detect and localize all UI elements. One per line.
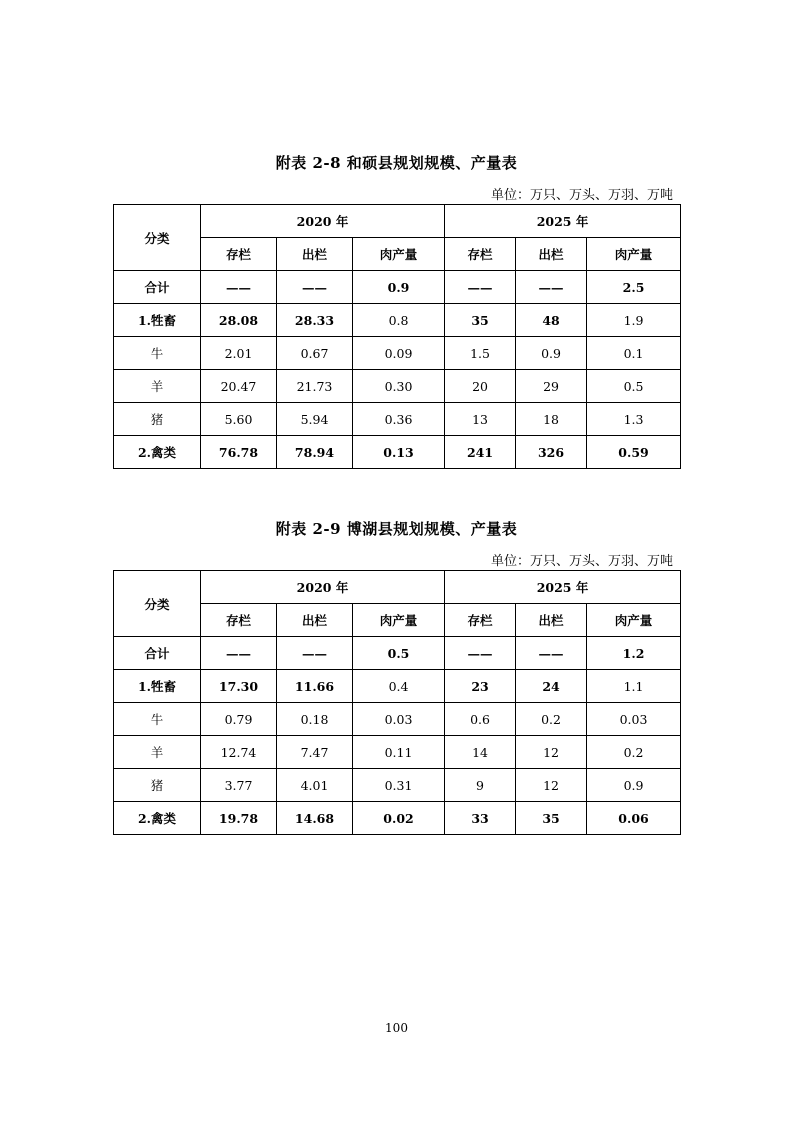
data-table — [113, 204, 681, 469]
header-category: 分类 — [114, 571, 201, 637]
row-label: 猪 — [114, 403, 201, 436]
table-cell: 48 — [516, 304, 587, 337]
table-cell: 23 — [445, 670, 516, 703]
table-cell: 2.01 — [201, 337, 277, 370]
unit-label: 单位：万只、万头、万羽、万吨 — [490, 188, 673, 203]
table-cell: 0.2 — [516, 703, 587, 736]
table-cell: 0.67 — [277, 337, 353, 370]
table-cell: 20 — [445, 370, 516, 403]
table-cell: 0.13 — [353, 436, 445, 469]
row-label: 猪 — [114, 769, 201, 802]
header-cell: 存栏 — [201, 238, 277, 271]
table-cell: 1.2 — [587, 637, 681, 670]
header-cell: 存栏 — [201, 604, 277, 637]
header-cell: 出栏 — [516, 238, 587, 271]
table-cell: 35 — [445, 304, 516, 337]
table-cell: 2.5 — [587, 271, 681, 304]
table-cell: 9 — [445, 769, 516, 802]
table-cell: 1.1 — [587, 670, 681, 703]
table-cell: —— — [516, 637, 587, 670]
table-cell: 20.47 — [201, 370, 277, 403]
table-cell: 13 — [445, 403, 516, 436]
table-cell: 0.31 — [353, 769, 445, 802]
table-row — [114, 670, 681, 703]
header-year-2025: 2025 年 — [445, 205, 681, 238]
table-cell: 17.30 — [201, 670, 277, 703]
table-row — [114, 271, 681, 304]
table-cell: 0.6 — [445, 703, 516, 736]
table-cell: 0.2 — [587, 736, 681, 769]
table-cell: 0.5 — [353, 637, 445, 670]
table-cell: 0.5 — [587, 370, 681, 403]
table-row — [114, 370, 681, 403]
row-label: 2.禽类 — [114, 802, 201, 835]
header-cell: 出栏 — [277, 604, 353, 637]
table-cell: 3.77 — [201, 769, 277, 802]
table-cell: —— — [516, 271, 587, 304]
unit-label: 单位：万只、万头、万羽、万吨 — [490, 554, 673, 569]
table-cell: —— — [445, 271, 516, 304]
header-year-2020: 2020 年 — [201, 205, 445, 238]
table-row — [114, 736, 681, 769]
table-cell: 0.1 — [587, 337, 681, 370]
table-cell: 12 — [516, 769, 587, 802]
header-category: 分类 — [114, 205, 201, 271]
table-cell: 0.79 — [201, 703, 277, 736]
table-cell: 18 — [516, 403, 587, 436]
table-cell: 14 — [445, 736, 516, 769]
table-cell: 1.9 — [587, 304, 681, 337]
table-cell: 12 — [516, 736, 587, 769]
table-cell: —— — [201, 271, 277, 304]
table-cell: 28.33 — [277, 304, 353, 337]
table-cell: 326 — [516, 436, 587, 469]
table-cell: 12.74 — [201, 736, 277, 769]
table-cell: 76.78 — [201, 436, 277, 469]
header-cell: 肉产量 — [587, 238, 681, 271]
table-row — [114, 337, 681, 370]
table-title: 附表 2-9 博湖县规划规模、产量表 — [275, 520, 518, 538]
row-label: 合计 — [114, 637, 201, 670]
table-cell: —— — [201, 637, 277, 670]
row-label: 羊 — [114, 370, 201, 403]
row-label: 2.禽类 — [114, 436, 201, 469]
table-cell: 7.47 — [277, 736, 353, 769]
table-cell: 35 — [516, 802, 587, 835]
table-row — [114, 802, 681, 835]
header-cell: 出栏 — [277, 238, 353, 271]
table-cell: 14.68 — [277, 802, 353, 835]
header-cell: 肉产量 — [587, 604, 681, 637]
table-cell: 19.78 — [201, 802, 277, 835]
table-row — [114, 403, 681, 436]
table-cell: 0.03 — [587, 703, 681, 736]
header-cell: 存栏 — [445, 604, 516, 637]
table-row — [114, 637, 681, 670]
row-label: 1.牲畜 — [114, 670, 201, 703]
table-cell: 21.73 — [277, 370, 353, 403]
table-row — [114, 304, 681, 337]
table-cell: 5.60 — [201, 403, 277, 436]
table-cell: 33 — [445, 802, 516, 835]
table-cell: 0.09 — [353, 337, 445, 370]
table-cell: 28.08 — [201, 304, 277, 337]
table-row — [114, 436, 681, 469]
table-cell: 0.11 — [353, 736, 445, 769]
table-row — [114, 769, 681, 802]
header-year-2020: 2020 年 — [201, 571, 445, 604]
header-cell: 肉产量 — [353, 238, 445, 271]
table-cell: 5.94 — [277, 403, 353, 436]
row-label: 1.牲畜 — [114, 304, 201, 337]
table-cell: —— — [445, 637, 516, 670]
table-cell: 0.59 — [587, 436, 681, 469]
table-cell: 0.30 — [353, 370, 445, 403]
header-cell: 肉产量 — [353, 604, 445, 637]
table-cell: —— — [277, 271, 353, 304]
table-cell: 0.9 — [353, 271, 445, 304]
table-cell: 0.9 — [587, 769, 681, 802]
row-label: 合计 — [114, 271, 201, 304]
table-cell: —— — [277, 637, 353, 670]
table-cell: 241 — [445, 436, 516, 469]
table-cell: 0.9 — [516, 337, 587, 370]
table-cell: 11.66 — [277, 670, 353, 703]
table-cell: 0.18 — [277, 703, 353, 736]
table-cell: 0.02 — [353, 802, 445, 835]
table-cell: 1.3 — [587, 403, 681, 436]
row-label: 牛 — [114, 337, 201, 370]
table-cell: 0.8 — [353, 304, 445, 337]
table-cell: 29 — [516, 370, 587, 403]
table-row — [114, 703, 681, 736]
row-label: 羊 — [114, 736, 201, 769]
table-cell: 0.06 — [587, 802, 681, 835]
table-cell: 4.01 — [277, 769, 353, 802]
data-table — [113, 570, 681, 835]
header-year-2025: 2025 年 — [445, 571, 681, 604]
row-label: 牛 — [114, 703, 201, 736]
table-cell: 0.36 — [353, 403, 445, 436]
table-cell: 0.4 — [353, 670, 445, 703]
header-cell: 出栏 — [516, 604, 587, 637]
table-cell: 24 — [516, 670, 587, 703]
table-cell: 1.5 — [445, 337, 516, 370]
table-cell: 0.03 — [353, 703, 445, 736]
header-cell: 存栏 — [445, 238, 516, 271]
page-number: 100 — [385, 1021, 408, 1035]
table-title: 附表 2-8 和硕县规划规模、产量表 — [275, 154, 518, 172]
table-cell: 78.94 — [277, 436, 353, 469]
